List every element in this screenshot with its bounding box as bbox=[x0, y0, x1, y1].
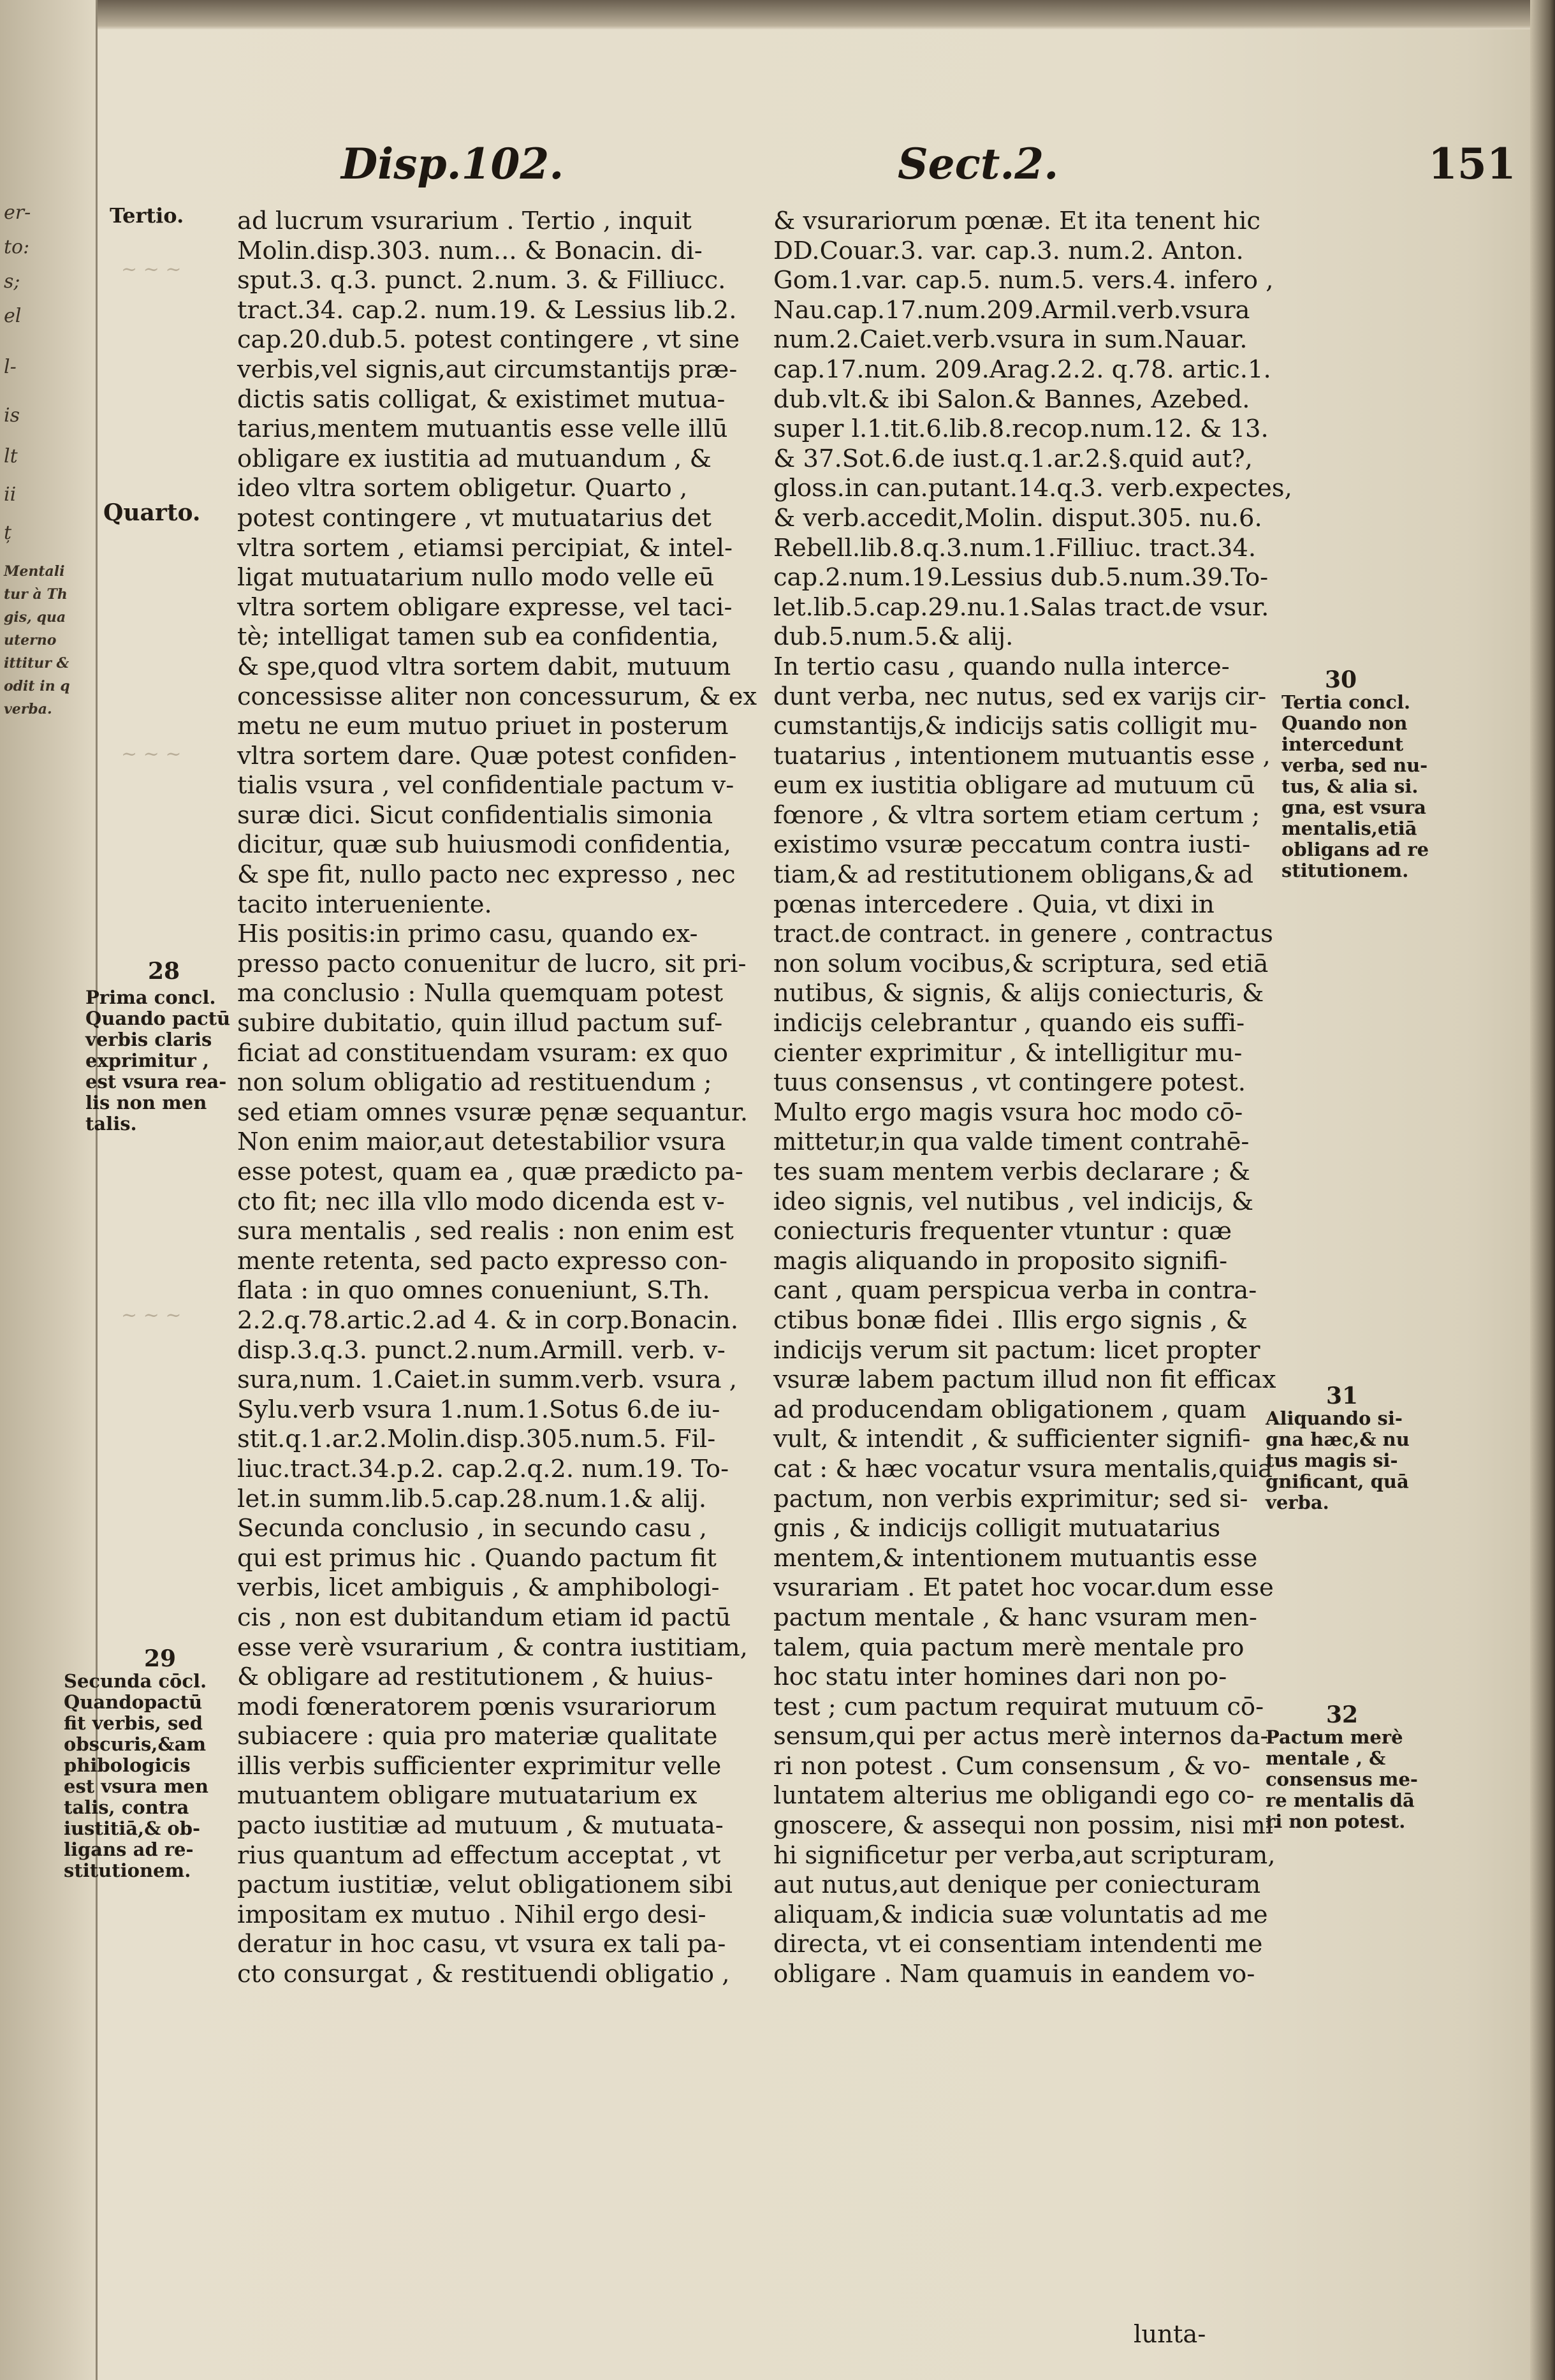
text-line: non solum vocibus,& scriptura, sed etiā bbox=[773, 949, 1269, 978]
text-line: esse potest, quam ea , quæ prædicto pa- bbox=[237, 1157, 743, 1186]
text-line: dub.vlt.& ibi Salon.& Bannes, Azebed. bbox=[773, 385, 1250, 414]
text-line: Rebell.lib.8.q.3.num.1.Filliuc. tract.34. bbox=[773, 533, 1257, 562]
text-line: ideo vltra sortem obligetur. Quarto , bbox=[237, 474, 688, 503]
fragment-line: is bbox=[4, 404, 20, 427]
margin-note-line: intercedunt bbox=[1281, 733, 1404, 755]
margin-note-line: fit verbis, sed bbox=[64, 1712, 203, 1734]
text-line: sura,num. 1.Caiet.in summ.verb. vsura , bbox=[237, 1365, 738, 1395]
margin-note-line: est vsura rea- bbox=[85, 1071, 227, 1092]
fragment-line: lt bbox=[4, 445, 18, 467]
text-line: gnis , & indicijs colligit mutuatarius bbox=[773, 1514, 1221, 1543]
bleed-through: ~ ~ ~ bbox=[121, 743, 182, 765]
text-line: ideo signis, vel nutibus , vel indicijs, & bbox=[773, 1187, 1254, 1216]
margin-note-line: Quando pactū bbox=[85, 1008, 231, 1029]
margin-number-29: 29 bbox=[144, 1645, 177, 1672]
page-right-edge bbox=[1530, 0, 1555, 2380]
margin-note-line: Aliquando si- bbox=[1266, 1407, 1403, 1429]
text-line: mente retenta, sed pacto expresso con- bbox=[237, 1246, 728, 1275]
text-line: obligare . Nam quamuis in eandem vo- bbox=[773, 1960, 1255, 1989]
text-line: Secunda conclusio , in secundo casu , bbox=[237, 1514, 707, 1543]
text-line: cap.20.dub.5. potest contingere , vt sine bbox=[237, 325, 740, 355]
text-line: disp.3.q.3. punct.2.num.Armill. verb. v- bbox=[237, 1335, 726, 1365]
text-line: subire dubitatio, quin illud pactum suf- bbox=[237, 1009, 723, 1038]
text-line: tarius,mentem mutuantis esse velle illū bbox=[237, 415, 728, 444]
text-line: cis , non est dubitandum etiam id pactū bbox=[237, 1603, 731, 1632]
text-line: dictis satis colligat, & existimet mutua- bbox=[237, 385, 726, 414]
text-line: indicijs celebrantur , quando eis suffi- bbox=[773, 1009, 1245, 1038]
text-line: ri non potest . Cum consensum , & vo- bbox=[773, 1751, 1251, 1781]
margin-note-line: mentale , & bbox=[1266, 1747, 1386, 1769]
text-line: tacito interueniente. bbox=[237, 890, 492, 919]
text-line: tes suam mentem verbis declarare ; & bbox=[773, 1157, 1251, 1186]
fragment-line: l- bbox=[4, 356, 17, 378]
catchword: lunta- bbox=[1134, 2320, 1206, 2349]
margin-number-28: 28 bbox=[148, 958, 180, 985]
text-line: 2.2.q.78.artic.2.ad 4. & in corp.Bonacin. bbox=[237, 1305, 739, 1335]
text-line: pactum mentale , & hanc vsuram men- bbox=[773, 1603, 1257, 1632]
margin-note-line: Pactum merè bbox=[1266, 1726, 1403, 1748]
text-line: num.2.Caiet.verb.vsura in sum.Nauar. bbox=[773, 325, 1248, 355]
text-line: flata : in quo omnes conueniunt, S.Th. bbox=[237, 1276, 710, 1305]
margin-note-line: obligans ad re bbox=[1281, 839, 1429, 860]
text-line: mittetur,in qua valde timent contrahē- bbox=[773, 1128, 1250, 1157]
text-line: & spe,quod vltra sortem dabit, mutuum bbox=[237, 652, 731, 681]
header-section: Sect.2. bbox=[898, 139, 1059, 189]
margin-note-line: consensus me- bbox=[1266, 1768, 1418, 1790]
text-line: vsuræ labem pactum illud non fit efficax bbox=[773, 1365, 1276, 1395]
text-line: coniecturis frequenter vtuntur : quæ bbox=[773, 1217, 1232, 1246]
text-line: aut nutus,aut denique per coniecturam bbox=[773, 1870, 1261, 1900]
text-line: pœnas intercedere . Quia, vt dixi in bbox=[773, 890, 1215, 919]
text-line: qui est primus hic . Quando pactum fit bbox=[237, 1543, 717, 1573]
fragment-note-line: ittitur & bbox=[4, 655, 69, 672]
fragment-note-line: verba. bbox=[4, 701, 52, 717]
text-line: eum ex iustitia obligare ad mutuum cū bbox=[773, 771, 1255, 800]
margin-number-32: 32 bbox=[1326, 1701, 1359, 1728]
margin-note-line: gna hæc,& nu bbox=[1266, 1429, 1410, 1450]
text-line: metu ne eum mutuo priuet in posterum bbox=[237, 712, 729, 741]
text-line: deratur in hoc casu, vt vsura ex tali pa- bbox=[237, 1930, 726, 1959]
text-line: tialis vsura , vel confidentiale pactum v- bbox=[237, 771, 734, 800]
text-line: tè; intelligat tamen sub ea confidentia, bbox=[237, 622, 719, 652]
text-line: cat : & hæc vocatur vsura mentalis,quia bbox=[773, 1454, 1273, 1483]
page-top-edge bbox=[0, 0, 1555, 29]
text-line: Non enim maior,aut detestabilior vsura bbox=[237, 1128, 726, 1157]
margin-note-line: phibologicis bbox=[64, 1754, 191, 1776]
text-line: hoc statu inter homines dari non po- bbox=[773, 1663, 1227, 1692]
text-line: aliquam,& indicia suæ voluntatis ad me bbox=[773, 1900, 1268, 1929]
margin-label-quarto: Quarto. bbox=[103, 499, 201, 526]
margin-note-line: stitutionem. bbox=[64, 1860, 191, 1881]
text-line: & 37.Sot.6.de iust.q.1.ar.2.§.quid aut?, bbox=[773, 444, 1253, 473]
text-column-left bbox=[237, 207, 785, 1990]
margin-note-28 bbox=[85, 987, 230, 1135]
margin-note-line: verba, sed nu- bbox=[1281, 754, 1428, 776]
text-line: dunt verba, nec nutus, sed ex varijs cir- bbox=[773, 682, 1267, 711]
text-line: non solum obligatio ad restituendum ; bbox=[237, 1068, 712, 1098]
margin-label-tertio: Tertio. bbox=[110, 203, 184, 228]
text-line: sensum,qui per actus merè internos da- bbox=[773, 1722, 1269, 1751]
fragment-note-line: uterno bbox=[4, 632, 57, 649]
text-line: vltra sortem obligare expresse, vel taci- bbox=[237, 592, 733, 622]
text-line: test ; cum pactum requirat mutuum cō- bbox=[773, 1692, 1264, 1721]
text-line: pactum, non verbis exprimitur; sed si- bbox=[773, 1484, 1248, 1513]
bleed-through: ~ ~ ~ bbox=[121, 1304, 182, 1326]
text-line: super l.1.tit.6.lib.8.recop.num.12. & 13. bbox=[773, 415, 1269, 444]
margin-note-29 bbox=[64, 1671, 208, 1881]
margin-note-line: est vsura men bbox=[64, 1775, 208, 1797]
margin-note-line: Secunda cōcl. bbox=[64, 1670, 207, 1692]
fragment-line: ț bbox=[4, 522, 12, 544]
margin-note-30 bbox=[1281, 692, 1429, 881]
text-line: let.in summ.lib.5.cap.28.num.1.& alij. bbox=[237, 1484, 707, 1513]
text-line: tiam,& ad restitutionem obligans,& ad bbox=[773, 860, 1254, 890]
fragment-note-line: tur à Th bbox=[4, 586, 68, 603]
fragment-note-line: Mentali bbox=[4, 563, 65, 580]
text-line: & vsurariorum pœnæ. Et ita tenent hic bbox=[773, 207, 1260, 235]
text-line: luntatem alterius me obligandi ego co- bbox=[773, 1781, 1255, 1811]
fragment-line: ii bbox=[4, 483, 17, 506]
text-line: cap.17.num. 209.Arag.2.2. q.78. artic.1. bbox=[773, 355, 1271, 384]
text-line: Nau.cap.17.num.209.Armil.verb.vsura bbox=[773, 295, 1250, 325]
text-line: indicijs verum sit pactum: licet propter bbox=[773, 1335, 1260, 1365]
margin-note-line: mentalis,etiā bbox=[1281, 818, 1417, 839]
margin-note-line: Quando non bbox=[1281, 712, 1408, 734]
text-line: DD.Couar.3. var. cap.3. num.2. Anton. bbox=[773, 236, 1244, 265]
text-line: Molin.disp.303. num... & Bonacin. di- bbox=[237, 236, 703, 265]
bleed-through: ~ ~ ~ bbox=[121, 258, 182, 281]
text-line: sput.3. q.3. punct. 2.num. 3. & Filliucc. bbox=[237, 266, 726, 295]
fragment-line: to: bbox=[4, 236, 30, 258]
text-line: cto consurgat , & restituendi obligatio , bbox=[237, 1960, 730, 1989]
text-line: dicitur, quæ sub huiusmodi confidentia, bbox=[237, 830, 731, 860]
margin-note-line: re mentalis dā bbox=[1266, 1789, 1415, 1811]
text-line: liuc.tract.34.p.2. cap.2.q.2. num.19. To- bbox=[237, 1454, 729, 1483]
text-line: sura mentalis , sed realis : non enim est bbox=[237, 1217, 734, 1246]
text-line: esse verè vsurarium , & contra iustitiam, bbox=[237, 1633, 748, 1662]
previous-page-fragment bbox=[0, 0, 98, 2380]
margin-note-line: talis. bbox=[85, 1113, 137, 1135]
fragment-note-line: odit in q bbox=[4, 678, 70, 694]
text-line: hi significetur per verba,aut scripturam, bbox=[773, 1840, 1276, 1870]
text-line: suræ dici. Sicut confidentialis simonia bbox=[237, 800, 713, 830]
fragment-note-line: gis, qua bbox=[4, 609, 66, 626]
text-line: tuatarius , intentionem mutuantis esse , bbox=[773, 741, 1271, 770]
text-line: presso pacto conuenitur de lucro, sit pri- bbox=[237, 949, 747, 978]
text-line: cto fit; nec illa vllo modo dicenda est v- bbox=[237, 1187, 725, 1216]
margin-note-line: verbis claris bbox=[85, 1029, 212, 1050]
text-line: verbis,vel signis,aut circumstantijs præ- bbox=[237, 355, 738, 384]
text-line: let.lib.5.cap.29.nu.1.Salas tract.de vsur. bbox=[773, 592, 1269, 622]
margin-note-line: tus magis si- bbox=[1266, 1450, 1398, 1471]
margin-note-32 bbox=[1266, 1727, 1418, 1832]
text-line: magis aliquando in proposito signifi- bbox=[773, 1246, 1228, 1275]
fragment-line: s; bbox=[4, 270, 20, 293]
text-line: tuus consensus , vt contingere potest. bbox=[773, 1068, 1246, 1098]
text-line: pacto iustitiæ ad mutuum , & mutuata- bbox=[237, 1811, 724, 1840]
margin-note-line: ri non potest. bbox=[1266, 1811, 1406, 1832]
text-line: tract.de contract. in genere , contractus bbox=[773, 920, 1273, 949]
text-column-right bbox=[773, 207, 1322, 1990]
text-line: dub.5.num.5.& alij. bbox=[773, 622, 1014, 652]
text-line: vltra sortem , etiamsi percipiat, & intel- bbox=[237, 533, 733, 562]
margin-note-line: talis, contra bbox=[64, 1796, 189, 1818]
margin-note-line: Tertia concl. bbox=[1281, 691, 1411, 713]
margin-note-line: exprimitur , bbox=[85, 1050, 209, 1071]
text-line: mentem,& intentionem mutuantis esse bbox=[773, 1543, 1258, 1573]
text-line: In tertio casu , quando nulla interce- bbox=[773, 652, 1230, 681]
text-line: gnoscere, & assequi non possim, nisi mi- bbox=[773, 1811, 1282, 1840]
text-line: cap.2.num.19.Lessius dub.5.num.39.To- bbox=[773, 563, 1269, 592]
text-line: tract.34. cap.2. num.19. & Lessius lib.2. bbox=[237, 295, 737, 325]
text-line: ad lucrum vsurarium . Tertio , inquit bbox=[237, 207, 692, 235]
text-line: concessisse aliter non concessurum, & ex bbox=[237, 682, 757, 711]
fragment-line: er- bbox=[4, 202, 31, 224]
text-line: vltra sortem dare. Quæ potest confiden- bbox=[237, 741, 737, 770]
text-line: vsurariam . Et patet hoc vocar.dum esse bbox=[773, 1573, 1274, 1603]
margin-note-line: ligans ad re- bbox=[64, 1839, 194, 1860]
header-disputation: Disp.102. bbox=[341, 139, 564, 189]
header-page-number: 151 bbox=[1428, 139, 1516, 189]
text-line: illis verbis sufficienter exprimitur velle bbox=[237, 1751, 722, 1781]
fragment-line: el bbox=[4, 305, 22, 327]
margin-note-31 bbox=[1266, 1408, 1410, 1513]
margin-note-line: tus, & alia si. bbox=[1281, 775, 1419, 797]
text-line: ficiat ad constituendam vsuram: ex quo bbox=[237, 1038, 729, 1068]
text-line: ad producendam obligationem , quam bbox=[773, 1395, 1246, 1424]
text-line: directa, vt ei consentiam intendenti me bbox=[773, 1930, 1263, 1959]
margin-note-line: stitutionem. bbox=[1281, 860, 1409, 881]
margin-note-line: lis non men bbox=[85, 1092, 207, 1113]
text-line: obligare ex iustitia ad mutuandum , & bbox=[237, 444, 712, 473]
margin-note-line: gna, est vsura bbox=[1281, 797, 1426, 818]
text-line: talem, quia pactum merè mentale pro bbox=[773, 1633, 1245, 1662]
text-line: vult, & intendit , & sufficienter signifi- bbox=[773, 1425, 1251, 1454]
text-line: cant , quam perspicua verba in contra- bbox=[773, 1276, 1257, 1305]
text-line: fœnore , & vltra sortem etiam certum ; bbox=[773, 800, 1260, 830]
margin-note-line: Quandopactū bbox=[64, 1691, 203, 1713]
text-line: ctibus bonæ fidei . Illis ergo signis , & bbox=[773, 1305, 1248, 1335]
text-line: rius quantum ad effectum acceptat , vt bbox=[237, 1840, 721, 1870]
text-line: modi fœneratorem pœnis vsurariorum bbox=[237, 1692, 717, 1721]
margin-note-line: iustitiā,& ob- bbox=[64, 1818, 201, 1839]
text-line: existimo vsuræ peccatum contra iusti- bbox=[773, 830, 1251, 860]
text-line: Multo ergo magis vsura hoc modo cō- bbox=[773, 1098, 1243, 1127]
margin-number-30: 30 bbox=[1325, 666, 1357, 693]
margin-note-line: gnificant, quā bbox=[1266, 1471, 1409, 1492]
text-line: sed etiam omnes vsuræ pęnæ sequantur. bbox=[237, 1098, 748, 1127]
text-line: stit.q.1.ar.2.Molin.disp.305.num.5. Fil- bbox=[237, 1425, 716, 1454]
text-line: potest contingere , vt mutuatarius det bbox=[237, 503, 712, 533]
text-line: ligat mutuatarium nullo modo velle eū bbox=[237, 563, 715, 592]
text-line: & spe fit, nullo pacto nec expresso , nec bbox=[237, 860, 736, 890]
text-line: nutibus, & signis, & alijs coniecturis, & bbox=[773, 979, 1264, 1008]
text-line: cumstantijs,& indicijs satis colligit mu- bbox=[773, 712, 1258, 741]
text-line: & verb.accedit,Molin. disput.305. nu.6. bbox=[773, 503, 1262, 533]
margin-note-line: obscuris,&am bbox=[64, 1733, 207, 1755]
text-line: subiacere : quia pro materiæ qualitate bbox=[237, 1722, 718, 1751]
text-line: impositam ex mutuo . Nihil ergo desi- bbox=[237, 1900, 706, 1929]
margin-note-line: Prima concl. bbox=[85, 987, 216, 1008]
text-line: Sylu.verb vsura 1.num.1.Sotus 6.de iu- bbox=[237, 1395, 720, 1424]
text-line: verbis, licet ambiguis , & amphibologi- bbox=[237, 1573, 720, 1603]
text-line: gloss.in can.putant.14.q.3. verb.expectes, bbox=[773, 474, 1292, 503]
text-line: cienter exprimitur , & intelligitur mu- bbox=[773, 1038, 1243, 1068]
text-line: mutuantem obligare mutuatarium ex bbox=[237, 1781, 697, 1811]
text-line: pactum iustitiæ, velut obligationem sibi bbox=[237, 1870, 733, 1900]
margin-note-line: verba. bbox=[1266, 1492, 1329, 1513]
text-line: Gom.1.var. cap.5. num.5. vers.4. infero , bbox=[773, 266, 1274, 295]
text-line: & obligare ad restitutionem , & huius- bbox=[237, 1663, 713, 1692]
text-line: ma conclusio : Nulla quemquam potest bbox=[237, 979, 724, 1008]
margin-number-31: 31 bbox=[1326, 1383, 1359, 1409]
text-line: His positis:in primo casu, quando ex- bbox=[237, 920, 698, 949]
